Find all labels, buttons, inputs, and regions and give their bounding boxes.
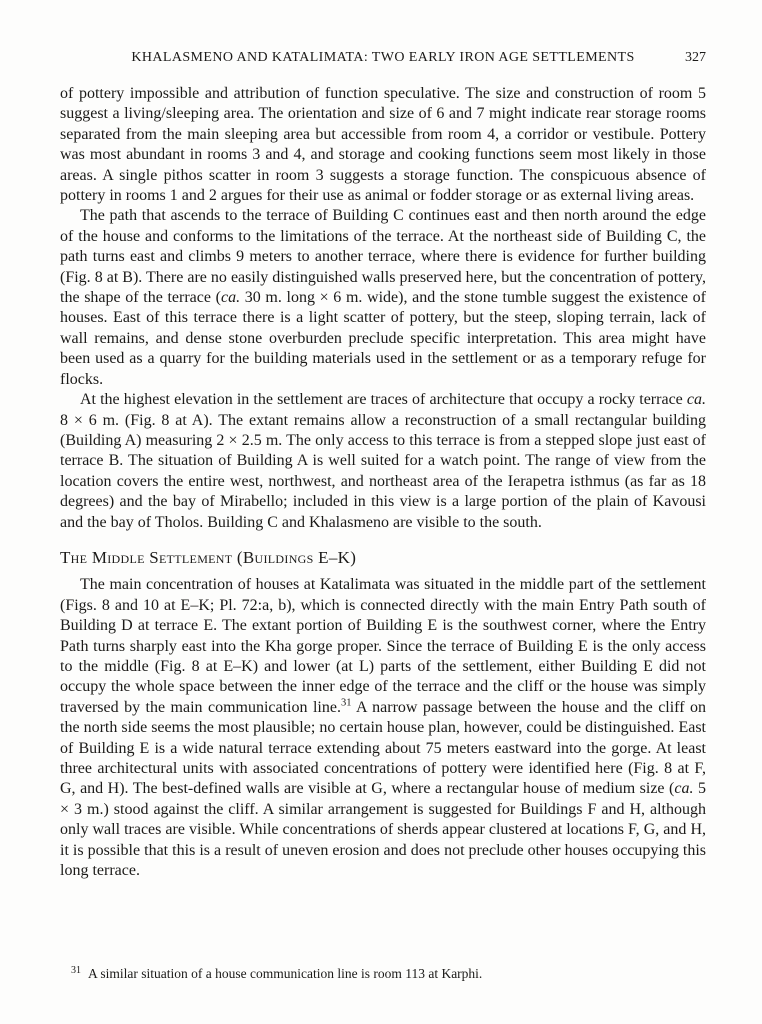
paragraph: The main concentration of houses at Katalimata was situated in the middle part of the settlement (Figs. 8 and 10 at E–K; Pl. 72:a, b), which is connected directly with the main Entry Path south of Building D at terrace E. The extant portion of Building E is the southwest corner, where the Entry Path turns sharply east into the Kha gorge proper. Since the terrace of Building E is the only access to the middle (Fig. 8 at E–K) and lower (at L) parts of the settlement, either Building E did not occupy the whole space between the inner edge of the terrace and the cliff or the house was simply traversed by the main communication line.$^{31}$ A narrow passage between the house and the cliff on the north side seems the most plausible; no certain house plan, however, could be distinguished. East of Building E is a wide natural terrace extending about 75 meters eastward into the gorge. At least three architectural units with associated concentrations of pottery were identified here (Fig. 8 at F, G, and H). The best-defined walls are visible at G, where a rectangular house of medium size (ca. 5 × 3 m.) stood against the cliff. A similar arrangement is suggested for Buildings F and H, although only wall traces are visible. While concentrations of sherds appear clustered at locations F, G, and H, it is possible that this is a result of uneven erosion and does not preclude other houses occupying this long terrace. bbox=[60, 576, 706, 880]
body-text bbox=[60, 84, 706, 881]
page-number: 327 bbox=[685, 50, 706, 65]
running-head-title: KHALASMENO AND KATALIMATA: TWO EARLY IRON AGE SETTLEMENTS bbox=[131, 50, 635, 65]
section-heading: The Middle Settlement (Buildings E–K) bbox=[60, 547, 357, 567]
footnote bbox=[60, 965, 706, 982]
footnote-marker: 31 bbox=[71, 964, 81, 976]
page-header bbox=[60, 50, 706, 68]
paragraph: of pottery impossible and attribution of function speculative. The size and construction of room 5 suggest a living/sleeping area. The orientation and size of 6 and 7 might indicate rear storage rooms separated from the main sleeping area but accessible from room 4, a corridor or vestibule. Pottery was most abundant in rooms 3 and 4, and storage and cooking functions seem most likely in those areas. A single pithos scatter in room 3 suggests a storage function. The conspicuous absence of pottery in rooms 1 and 2 argues for their use as animal or fodder storage or as external living areas. bbox=[60, 85, 706, 205]
footnote-text: A similar situation of a house communication line is room 113 at Karphi. bbox=[88, 966, 483, 981]
paragraph: At the highest elevation in the settlement are traces of architecture that occupy a rocky terrace ca. 8 × 6 m. (Fig. 8 at A). The extant remains allow a reconstruction of a small rectangular building (Building A) measuring 2 × 2.5 m. The only access to this terrace is from a stepped slope just east of terrace B. The situation of Building A is well suited for a watch point. The range of view from the location covers the entire west, northwest, and northeast area of the Ierapetra isthmus (as far as 18 degrees) and the bay of Mirabello; included in this view is a large portion of the plain of Kavousi and the bay of Tholos. Building C and Khalasmeno are visible to the south. bbox=[60, 391, 706, 531]
paragraph: The path that ascends to the terrace of Building C continues east and then north around the edge of the house and conforms to the limitations of the terrace. At the northeast side of Building C, the path turns east and climbs 9 meters to another terrace, where there is evidence for further building (Fig. 8 at B). There are no easily distinguished walls preserved here, but the concentration of pottery, the shape of the terrace (ca. 30 m. long × 6 m. wide), and the stone tumble suggest the existence of houses. East of this terrace there is a light scatter of pottery, but the steep, sloping terrain, lack of wall remains, and dense stone overburden preclude specific interpretation. This area might have been used as a quarry for the building materials used in the settlement or as a temporary refuge for flocks. bbox=[60, 207, 707, 388]
